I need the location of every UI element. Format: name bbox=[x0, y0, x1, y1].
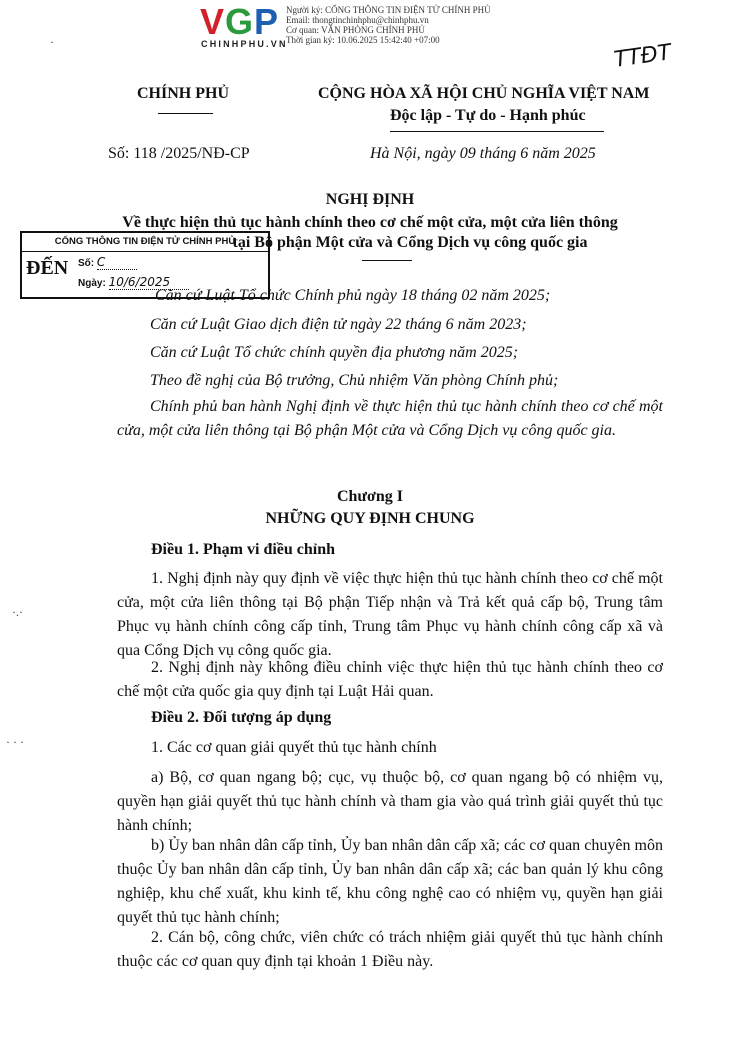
article-2-heading: Điều 2. Đối tượng áp dụng bbox=[151, 709, 332, 726]
stamp-date-label: Ngày: bbox=[78, 278, 106, 289]
stamp-date-value: 10/6/2025 bbox=[108, 275, 171, 289]
scan-speck: · bbox=[50, 35, 54, 49]
stamp-den: ĐẾN bbox=[26, 257, 69, 279]
signature-agency: Cơ quan: VĂN PHÒNG CHÍNH PHỦ bbox=[286, 25, 425, 35]
preamble-line: Căn cứ Luật Giao dịch điện tử ngày 22 tháng 6 năm 2023; bbox=[150, 316, 527, 333]
signature-email: Email: thongtinchinhphu@chinhphu.vn bbox=[286, 15, 429, 25]
article-1-heading: Điều 1. Phạm vi điều chỉnh bbox=[151, 541, 336, 558]
issuer-name: CHÍNH PHỦ bbox=[137, 85, 229, 102]
subtitle-line-2: tại Bộ phận Một cửa và Cổng Dịch vụ công quốc gia bbox=[232, 234, 588, 251]
vgp-logo bbox=[200, 2, 279, 42]
article-1-clause-2: 2. Nghị định này không điều chỉnh việc thực hiện thủ tục hành chính theo cơ chế một cửa quốc gia quy định tại Luật Hải quan. bbox=[117, 659, 663, 700]
document-date: Hà Nội, ngày 09 tháng 6 năm 2025 bbox=[370, 145, 596, 162]
chapter-title: NHỮNG QUY ĐỊNH CHUNG bbox=[265, 510, 475, 527]
signature-signer: Người ký: CỔNG THÔNG TIN ĐIỆN TỬ CHÍNH PHỦ bbox=[286, 5, 491, 15]
vgp-logo-g: G bbox=[225, 1, 255, 42]
article-2-point-a: a) Bộ, cơ quan ngang bộ; cục, vụ thuộc bộ, cơ quan ngang bộ có nhiệm vụ, quyền hạn giải quyết thủ tục hành chính và tham gia vào quá trình giải quyết thủ tục hành chính; bbox=[117, 769, 663, 834]
signature-time: Thời gian ký: 10.06.2025 15:42:40 +07:00 bbox=[286, 35, 440, 45]
scan-speck: ·.· bbox=[12, 605, 23, 619]
digital-signature-info bbox=[286, 5, 491, 45]
stamp-number-value-line bbox=[97, 255, 137, 270]
article-2-clause-2: 2. Cán bộ, công chức, viên chức có trách nhiệm giải quyết thủ tục hành chính thuộc các cơ quan quy định tại khoản 1 Điều này. bbox=[117, 929, 663, 970]
document-type: NGHỊ ĐỊNH bbox=[325, 191, 415, 208]
preamble-line: Theo đề nghị của Bộ trưởng, Chủ nhiệm Văn phòng Chính phủ; bbox=[150, 372, 559, 389]
preamble-line: Căn cứ Luật Tổ chức Chính phủ ngày 18 tháng 02 năm 2025; bbox=[155, 287, 551, 304]
vgp-logo-v: V bbox=[200, 1, 226, 42]
stamp-header: CỔNG THÔNG TIN ĐIỆN TỬ CHÍNH PHỦ bbox=[22, 233, 268, 252]
article-2-point-b: b) Ủy ban nhân dân cấp tỉnh, Ủy ban nhân dân cấp xã; các cơ quan chuyên môn thuộc Ủy ban nhân dân cấp tỉnh, Ủy ban nhân dân cấp xã; các ban quản lý khu công nghiệp, khu chế xuất, khu kinh tế, khu công nghệ cao có nhiệm vụ, quyền hạn giải quyết thủ tục hành chính; bbox=[117, 837, 663, 926]
stamp-number bbox=[78, 255, 137, 270]
subtitle-line-1: Về thực hiện thủ tục hành chính theo cơ chế một cửa, một cửa liên thông bbox=[122, 214, 618, 231]
national-motto: Độc lập - Tự do - Hạnh phúc bbox=[390, 107, 586, 124]
stamp-number-value: C bbox=[96, 255, 106, 269]
issuer-underline bbox=[158, 113, 213, 114]
scan-speck: · · · bbox=[6, 735, 24, 749]
motto-underline bbox=[390, 131, 604, 132]
enactment-clause: Chính phủ ban hành Nghị định về thực hiện thủ tục hành chính theo cơ chế một cửa, một cửa liên thông tại Bộ phận Một cửa và Cổng Dịch vụ công quốc gia. bbox=[117, 398, 663, 439]
chapter-number: Chương I bbox=[336, 488, 404, 505]
article-1-clause-1: 1. Nghị định này quy định về việc thực hiện thủ tục hành chính theo cơ chế một cửa, một cửa liên thông tại Bộ phận Tiếp nhận và Trả kết quả cấp bộ, Trung tâm Phục vụ hành chính công cấp tỉnh, Trung tâm Phục vụ hành chính công cấp xã và qua Cổng Dịch vụ công quốc gia. bbox=[117, 570, 663, 659]
article-2-clause-1: 1. Các cơ quan giải quyết thủ tục hành chính bbox=[151, 739, 437, 756]
document-number: Số: 118 /2025/NĐ-CP bbox=[108, 145, 250, 162]
vgp-logo-p: P bbox=[254, 1, 280, 42]
title-underline bbox=[362, 260, 412, 261]
stamp-number-label: Số: bbox=[78, 258, 95, 269]
national-title: CỘNG HÒA XÃ HỘI CHỦ NGHĨA VIỆT NAM bbox=[318, 85, 650, 102]
vgp-logo-subtitle: CHINHPHU.VN bbox=[201, 39, 288, 49]
handwritten-note: TTĐT bbox=[612, 40, 673, 73]
preamble-line: Căn cứ Luật Tổ chức chính quyền địa phương năm 2025; bbox=[150, 344, 519, 361]
